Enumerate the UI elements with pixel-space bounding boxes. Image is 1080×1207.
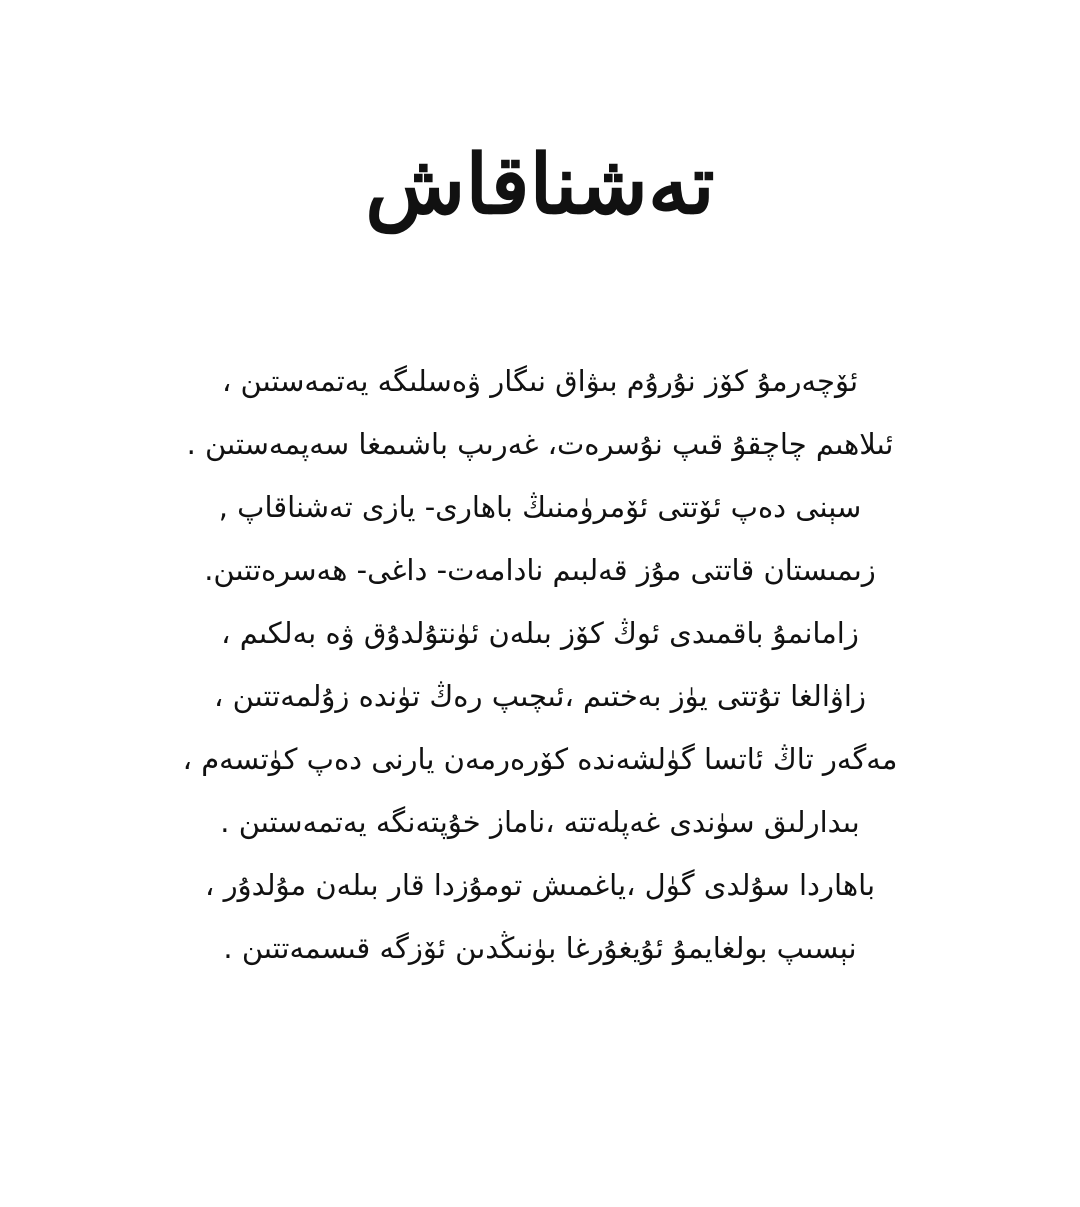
poem-line: نېسىپ بولغايمۇ ئۇيغۇرغا بۈنىڭدىن ئۆزگە قىسمەتتىن . [223,931,857,965]
poem-body [120,350,960,980]
poem-line: مەگەر تاڭ ئاتسا گۈلشەندە كۆرەرمەن يارنى دەپ كۈتسەم ، [182,742,898,776]
poem-line: زاۋالغا تۇتتى يۈز بەختىم ،ئىچىپ رەڭ تۈندە زۇلمەتتىن ، [214,679,866,713]
poem-line: زامانمۇ باقمىدى ئوڭ كۆز بىلەن ئۈنتۇلدۇق ۋە بەلكىم ، [221,616,859,650]
page-title: تەشناقاش [365,136,715,233]
poem-line: ئىلاھىم چاچقۇ قىپ نۇسرەت، غەرىپ باشىمغا سەپمەستىن . [186,427,894,461]
poem-line: باھاردا سۇلدى گۈل ،ياغمىش تومۇزدا قار بىلەن مۇلدۇر ، [204,868,876,902]
poem-line: زىمىستان قاتتى مۇز قەلبىم نادامەت- داغى- ھەسرەتتىن. [204,553,876,587]
poem-line: ئۆچەرمۇ كۆز نۇرۇم بىۋاق نىگار ۋەسلىگە يەتمەستىن ، [221,364,859,398]
poem-line: سېنى دەپ ئۆتتى ئۆمرۈمنىڭ باھارى- يازى تەشناقاپ , [218,490,862,524]
poem-line: بىدارلىق سۈندى غەپلەتتە ،ناماز خۇپتەنگە يەتمەستىن . [220,805,860,839]
